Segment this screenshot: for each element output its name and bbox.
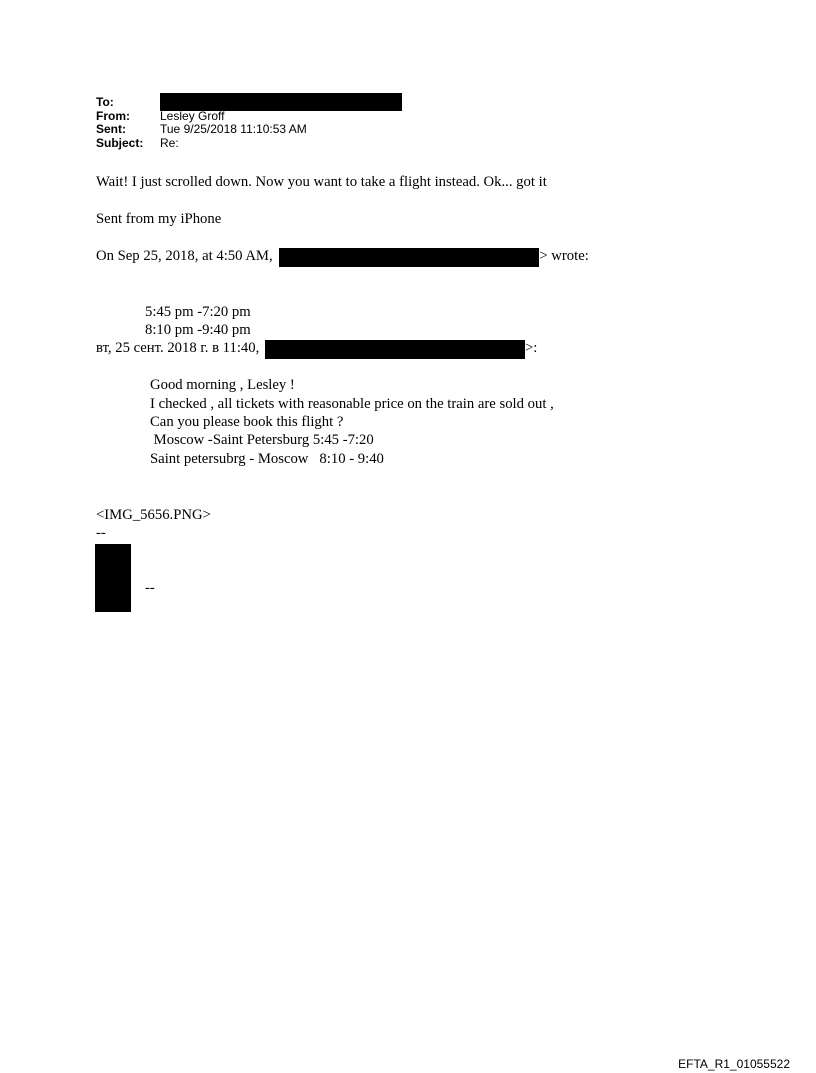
separator-dash-2: -- [145,580,155,596]
from-label: From: [96,108,130,123]
sent-label: Sent: [96,122,126,136]
russian-quote-line [96,340,537,359]
document-id: EFTA_R1_01055522 [678,1057,790,1071]
from-value: Lesley Groff [160,108,225,123]
message-line-1: I checked , all tickets with reasonable price on the train are sold out , [150,396,554,412]
greeting-line: Good morning , Lesley ! [150,377,295,393]
quote-intro-suffix: > wrote: [539,248,589,264]
sent-value: Tue 9/25/2018 11:10:53 AM [160,122,307,136]
message-line-4: Saint petersubrg - Moscow 8:10 - 9:40 [150,451,384,467]
message-line-3: Moscow -Saint Petersburg 5:45 -7:20 [150,432,374,448]
sender-redaction [279,248,539,267]
russian-sender-redaction [265,340,525,359]
subject-value: Re: [160,135,179,150]
message-line-2: Can you please book this flight ? [150,414,344,430]
from-row [96,110,402,124]
body-line-1: Wait! I just scrolled down. Now you want to take a flight instead. Ok... got it [96,174,547,190]
quote-intro-prefix: On Sep 25, 2018, at 4:50 AM, [96,248,273,264]
quote-intro-line [96,248,589,267]
to-label: To: [96,95,114,109]
to-row [96,96,402,110]
subject-row [96,137,402,151]
subject-label: Subject: [96,135,144,150]
signature-redaction [95,544,131,612]
time-line-2: 8:10 pm -9:40 pm [145,322,251,338]
email-header [96,96,402,150]
time-line-1: 5:45 pm -7:20 pm [145,304,251,320]
separator-dash-1: -- [96,525,106,541]
russian-suffix: >: [524,340,538,356]
attachment-line: <IMG_5656.PNG> [96,507,211,523]
signature-line: Sent from my iPhone [96,211,222,227]
russian-prefix: вт, 25 сент. 2018 г. в 11:40, [96,340,260,356]
sent-row [96,123,402,137]
